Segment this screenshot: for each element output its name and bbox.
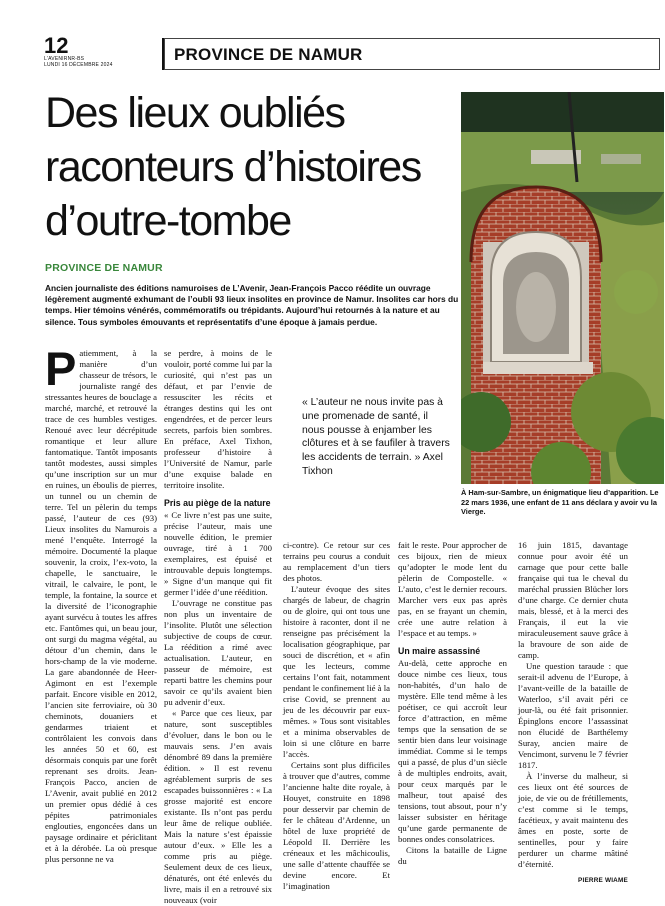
- publication-info: [44, 56, 113, 68]
- subheading-maire-assassine: Un maire assassiné: [398, 646, 481, 656]
- page-number: 12: [44, 33, 69, 58]
- article-photo: [461, 92, 664, 484]
- col2-paragraph-3: L’ouvrage ne constitue pas non plus un inventaire de l’insolite. Plutôt une sélection subjective de coups de cœur. La réédition a rimé avec actualisation. L’auteur, en passeur de mémoire, est reparti battre les chemins pour savoir ce qu’ils avaient bien pu advenir d’eux.: [164, 598, 272, 707]
- pull-quote: « L’auteur ne nous invite pas à une promenade de santé, il nous pousse à enjamber les clôtures et à se faufiler à travers les accidents de terrain. » Axel Tixhon: [302, 397, 450, 477]
- article-column-4: [398, 540, 507, 867]
- col2-paragraph-4: « Parce que ces lieux, par nature, sont susceptibles d’évoluer, dans le bon ou le mauvais sens. J’en avais dénombré 89 dans la première édition. » Il est revenu agréablement surpris de ses escapades buissonnières : « La grosse majorité est encore existante. Ils n’ont pas perdu leur âme de relique oubliée. Mais la nature s’est épaissie autour d’eux. » Elle les a comme pris au piège. Seulement deux de ces lieux, dénaturés, ont été enlevés du livre, mais il en a retrouvé six nouveaux (voir: [164, 708, 272, 905]
- article-column-3: [283, 540, 390, 892]
- col3-paragraph-1: ci-contre). Ce retour sur ces terrains peu courus a conduit au remplacement d’un tiers des photos.: [283, 540, 390, 583]
- col3-paragraph-3: Certains sont plus difficiles à trouver que d’autres, comme l’ancienne halte dite royale, à Houyet, construite en 1898 pour desservir par chemin de fer le château d’Ardenne, un hôtel de luxe propriété de Léopold II. Derrière les créneaux et les mâchicoulis, une salle d’attente chauffée se devine encore. Et l’imagination: [283, 760, 390, 891]
- section-title: PROVINCE DE NAMUR: [174, 45, 363, 64]
- col2-paragraph-2: « Ce livre n’est pas une suite, précise l’auteur, mais une nouvelle édition, le premier ouvrage, tiré à 1 700 exemplaires, est épuisé et introuvable depuis longtemps. » Signe d’un manque qui fit germer l’idée d’une réédition.: [164, 510, 272, 597]
- headline-line-2: raconteurs d’histoires: [45, 143, 421, 191]
- article-lead: Ancien journaliste des éditions namuroises de L’Avenir, Jean-François Pacco réédite un ouvrage légèrement augmenté exhumant de l’oubli 93 lieux insolites en province de Namur. Insolites car hors du temps. Hier témoins vénérés, commémoratifs ou trépidants. Aujourd’hui retournés à la nature et au silence. Tous symboles émouvants et représentatifs d’une époque à jamais perdue.: [45, 283, 459, 327]
- col1-text: atiemment, à la manière d’un chasseur de trésors, le journaliste rangé des stressantes heures de bouclage a marché, marché, et retrouvé la trace de ces humbles vestiges. Renoué avec leur décrépitude romantique et leur allure fantomatique. Tantôt imposants tantôt modestes, aussi simples qu’une inscription sur un mur en ruines, un éboulis de pierres, un tunnel ou un chemin de terre. Tel un pèlerin du temps passé, l’auteur de ces (93) Lieux insolites du Namurois a mené l’enquête. Interrogé la mémoire. Documenté la plaque souvenir, la croix, l’ex-voto, la chapelle, le sanctuaire, le vitrail, le calvaire, le pont, le temple, la fontaine, la source et la diversité de l’iconographie ayant survécu à toutes les affres etc. Fantômes qui, un beau jour, ont surgi du magma végétal, au détour d’un chemin, dans le hors-champ de la vie moderne. La gare abandonnée de Heer-Agimont en est l’exemple parfait. Encore visible en 2012, l’ancien site ferroviaire, où 30 cheminots, douaniers et gendarmes triaient et contrôlaient les convois dans les années 50 et 60, est désormais conquis par une forêt reprenant ses droits. Jean-François Pacco, ancien de L’Avenir, avait publié en 2012 un premier opus dédié à ces pépites patrimoniales englouties, engoncées dans un paysage ordinaire et périclitant et à la dérobée. La où presque plus personne ne va: [45, 348, 157, 864]
- headline-line-1: Des lieux oubliés: [45, 89, 345, 137]
- col2-paragraph-1: se perdre, à moins de le vouloir, porté comme lui par la curiosité, qui n’est pas un défaut, et par l’envie de ressusciter les récits et étranges destins qui les ont engendrées, et de percer leurs secrets, parfois bien sombres. En préface, Axel Tixhon, professeur d’histoire à l’Université de Namur, parle d’une exquise balade en territoire insolite.: [164, 348, 272, 490]
- author-signature: PIERRE WIAME: [578, 877, 628, 884]
- section-banner: [164, 38, 660, 70]
- col4-paragraph-1: fait le reste. Pour approcher de ces bijoux, rien de mieux qu’adopter le mode lent du pèlerin de Compostelle. « L’auto, c’est le dernier recours. Marcher vers eux pas après pas, en se frayant un chemin, crée une autre relation à l’espace et au temps. »: [398, 540, 507, 638]
- subheading-pris-au-piege: Pris au piège de la nature: [164, 498, 271, 508]
- article-column-1: [45, 342, 157, 865]
- col5-paragraph-1: 16 juin 1815, davantage connue pour avoir été un carnage que pour cette balle française qui tua le cheval du maréchal prussien Blücher lors d’une charge. Ce dernier chuta mais, blessé, et à la merci des Français, il eut la vie miraculeusement sauve grâce à la bravoure de son aide de camp.: [518, 540, 628, 660]
- col4-paragraph-3: Citons la bataille de Ligne du: [398, 845, 507, 866]
- drop-cap: P: [45, 342, 77, 395]
- headline-line-3: d’outre-tombe: [45, 197, 291, 245]
- article-column-5: [518, 540, 628, 870]
- article-headline: [45, 86, 465, 248]
- region-label: PROVINCE DE NAMUR: [45, 262, 163, 274]
- article-column-2: [164, 348, 272, 906]
- col5-paragraph-3: À l’inverse du malheur, si ces lieux ont été sources de joie, de vie ou de frétillements, c’est comme si le temps, facétieux, y avait maintenu des âmes en poste, sorte de sentinelles, pour y faire perdurer un charme mâtiné d’éternité.: [518, 771, 628, 869]
- col3-paragraph-2: L’auteur évoque des sites chargés de labeur, de chagrin ou de gloire, qui ont tous une histoire à raconter, dont il ne renseigne pas précisément la localisation géographique, par souci de discrétion, et « afin que les lecteurs, comme certains l’ont fait, notamment pendant le confinement lié à la crise Covid, se prennent au jeu de les découvrir par eux-mêmes. » Tous sont visitables et a minima observables de loin si une clôture en barre l’accès.: [283, 584, 390, 759]
- publication-name: L'AVENIRNR-BS: [44, 56, 85, 62]
- photo-caption: À Ham-sur-Sambre, un énigmatique lieu d’apparition. Le 22 mars 1936, une enfant de 11 ans déclara y avoir vu la Vierge.: [461, 488, 659, 517]
- col5-paragraph-2: Une question taraude : que serait-il advenu de l’Europe, à l’avant-veille de la bataille de Waterloo, s’il avait péri ce jour-là, ou été fait prisonnier. Épinglons encore l’assassinat non élucidé de Barthélemy Suray, ancien maire de Vencimont, survenu le 7 février 1817.: [518, 661, 628, 770]
- col4-paragraph-2: Au-delà, cette approche en douce nimbe ces lieux, tous non-habités, d’un halo de mystère. Elle tend même à les poétiser, ce qui accroît leur force d’attraction, en même temps que la sensation de se sentir bien dans leur voisinage immédiat. Comme si le temps qui a passé, de plus d’un siècle à de multiples endroits, avait, pour ceux marqués par le malheur, tout apaisé des tensions, tout absout, pour n’y laisser subsister en héritage qu’une garde permanente de bonnes ondes consolatrices.: [398, 658, 507, 844]
- publication-date: LUNDI 16 DÉCEMBRE 2024: [44, 62, 113, 68]
